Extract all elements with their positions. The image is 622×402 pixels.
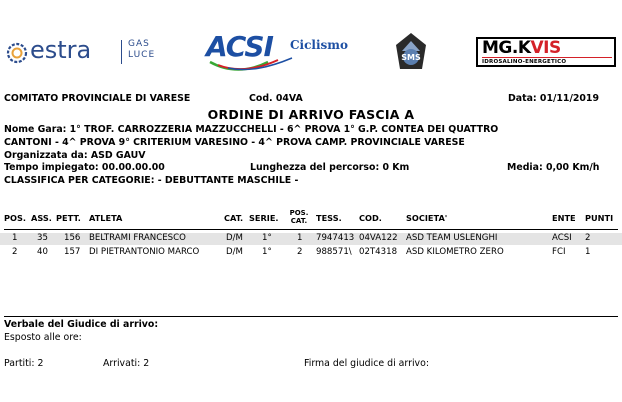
table-row: [0, 233, 622, 245]
col-header-ass: ASS.: [31, 213, 52, 223]
sponsor-logos: [0, 0, 622, 88]
committee-name: COMITATO PROVINCIALE DI VARESE: [4, 93, 191, 104]
mgkvis-wordmark: [482, 38, 561, 58]
table-row: [0, 247, 622, 259]
cell-serie: 1°: [262, 247, 272, 257]
cell-tess: 988571\: [316, 247, 352, 257]
cell-ente: ACSI: [552, 233, 572, 243]
estra-wordmark: estra: [30, 36, 92, 64]
col-header-cod: COD.: [359, 213, 382, 223]
sms-logo: [392, 31, 430, 73]
category-ranking: CLASSIFICA PER CATEGORIE: - DEBUTTANTE MASCHILE -: [4, 175, 299, 186]
table-header-divider: [4, 229, 618, 230]
mgkvis-word-red: VIS: [530, 38, 561, 58]
cell-pett: 157: [64, 247, 81, 257]
col-header-pett: PETT.: [56, 213, 81, 223]
cell-pett: 156: [64, 233, 81, 243]
cell-societa: ASD KILOMETRO ZERO: [406, 247, 504, 257]
cell-punti: 1: [585, 247, 591, 257]
race-date: Data: 01/11/2019: [508, 93, 599, 104]
cell-cat: D/M: [226, 233, 243, 243]
col-header-atleta: ATLETA: [89, 213, 123, 223]
col-header-cat: CAT.: [224, 213, 244, 223]
estra-tagline: [128, 39, 155, 61]
sms-badge-icon: [392, 31, 430, 73]
cell-pos: 2: [12, 247, 18, 257]
esposto-label: Esposto alle ore:: [4, 332, 82, 343]
col-header-poscat-line1: POS.: [289, 209, 309, 217]
acsi-swoosh-icon: [208, 56, 294, 72]
mgkvis-tagline: IDROSALINO-ENERGETICO: [482, 57, 612, 65]
acsi-wordmark: ACSI: [206, 30, 273, 63]
mgkvis-word-black: MG.K: [482, 38, 531, 58]
average-speed: Media: 0,00 Km/h: [507, 162, 600, 173]
time-taken: Tempo impiegato: 00.00.00.00: [4, 162, 165, 173]
cell-serie: 1°: [262, 233, 272, 243]
footer-divider: [4, 316, 618, 317]
estra-tagline-luce: LUCE: [128, 50, 156, 60]
firma-label: Firma del giudice di arrivo:: [304, 358, 429, 369]
cell-poscat: 2: [297, 247, 303, 257]
cell-pos: 1: [12, 233, 18, 243]
col-header-poscat-line2: CAT.: [290, 217, 308, 225]
col-header-tess: TESS.: [316, 213, 342, 223]
page-title: ORDINE DI ARRIVO FASCIA A: [207, 107, 415, 122]
cell-tess: 7947413: [316, 233, 355, 243]
cell-societa: ASD TEAM USLENGHI: [406, 233, 498, 243]
estra-tagline-gas: GAS: [128, 39, 150, 49]
cell-punti: 2: [585, 233, 591, 243]
course-length: Lunghezza del percorso: 0 Km: [250, 162, 410, 173]
cell-cod: 04VA122: [359, 233, 398, 243]
col-header-punti: PUNTI: [585, 213, 614, 223]
estra-separator: [121, 40, 122, 64]
cell-poscat: 1: [297, 233, 303, 243]
col-header-societa: SOCIETA': [406, 213, 448, 223]
col-header-poscat: [286, 209, 312, 225]
cell-ass: 35: [37, 233, 48, 243]
estra-mark-icon: [6, 42, 28, 64]
cell-atleta: BELTRAMI FRANCESCO: [89, 233, 186, 243]
sms-wordmark: SMS: [401, 53, 421, 62]
partiti-count: Partiti: 2: [4, 358, 44, 369]
verbale-label: Verbale del Giudice di arrivo:: [4, 319, 159, 330]
col-header-ente: ENTE: [552, 213, 576, 223]
mgkvis-logo: [476, 37, 616, 67]
arrivati-count: Arrivati: 2: [103, 358, 150, 369]
race-name-line1: Nome Gara: 1° TROF. CARROZZERIA MAZZUCCHELLI - 6^ PROVA 1° G.P. CONTEA DEI QUATTRO: [4, 124, 499, 135]
race-name-line2: CANTONI - 4^ PROVA 9° CRITERIUM VARESINO - 4^ PROVA CAMP. PROVINCIALE VARESE: [4, 137, 465, 148]
cell-ente: FCI: [552, 247, 566, 257]
col-header-serie: SERIE.: [249, 213, 279, 223]
cell-cat: D/M: [226, 247, 243, 257]
col-header-pos: POS.: [4, 213, 26, 223]
committee-code: Cod. 04VA: [249, 93, 303, 104]
cell-cod: 02T4318: [359, 247, 398, 257]
cell-atleta: DI PIETRANTONIO MARCO: [89, 247, 200, 257]
acsi-subtitle: Ciclismo: [290, 38, 348, 52]
organizer: Organizzata da: ASD GAUV: [4, 150, 146, 161]
cell-ass: 40: [37, 247, 48, 257]
acsi-logo: [206, 30, 348, 74]
